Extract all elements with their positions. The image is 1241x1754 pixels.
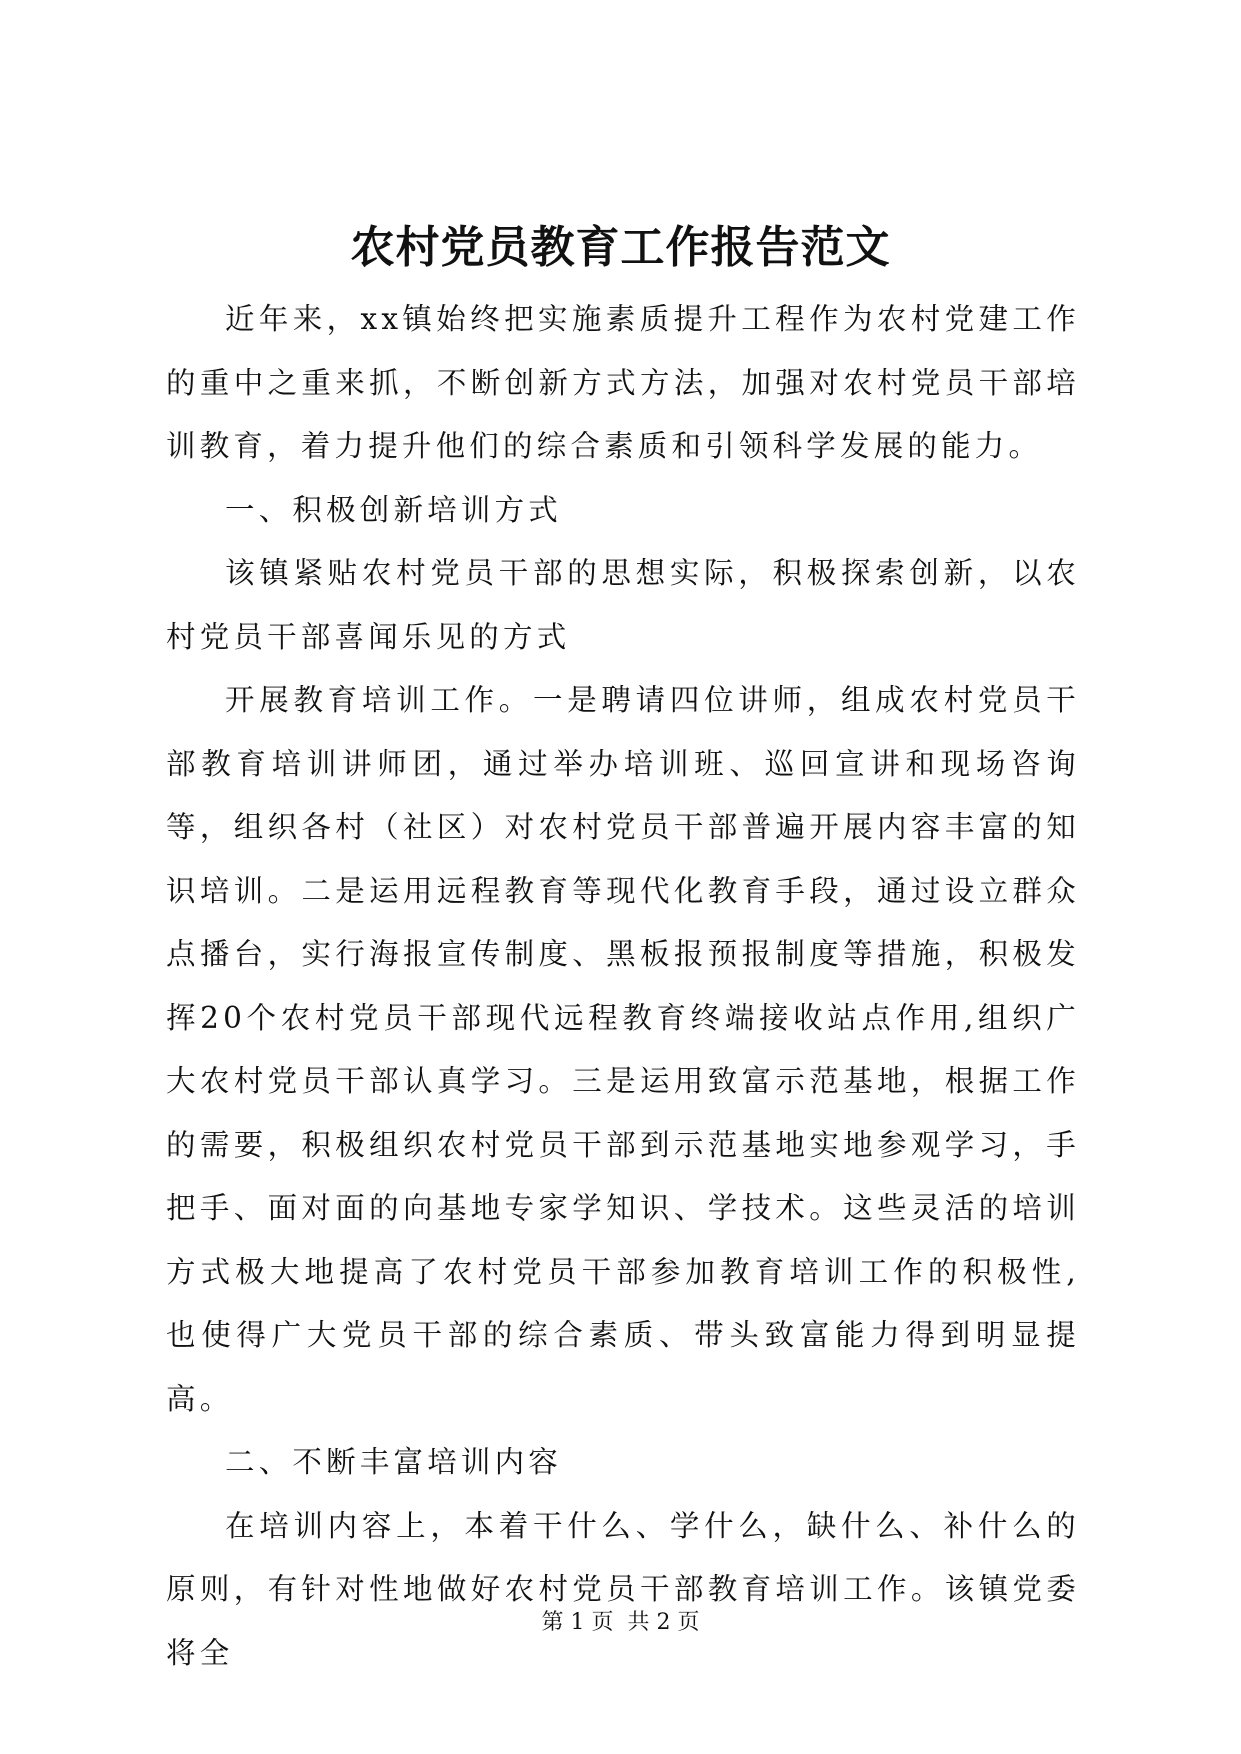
paragraph-section-1-lead: 该镇紧贴农村党员干部的思想实际，积极探索创新，以农村党员干部喜闻乐见的方式 <box>166 556 1080 654</box>
paragraph-intro: 近年来，xx镇始终把实施素质提升工程作为农村党建工作的重中之重来抓，不断创新方式方法，加强对农村党员干部培训教育，着力提升他们的综合素质和引领科学发展的能力。 <box>166 302 1080 463</box>
page-number-footer: 第 1 页 共 2 页 <box>541 1610 700 1635</box>
paragraph-section-1-body: 开展教育培训工作。一是聘请四位讲师，组成农村党员干部教育培训讲师团，通过举办培训班、巡回宣讲和现场咨询等，组织各村（社区）对农村党员干部普遍开展内容丰富的知识培训。二是运用远程教育等现代化教育手段，通过设立群众点播台，实行海报宣传制度、黑板报预报制度等措施，积极发挥20个农村党员干部现代远程教育终端接收站点作用,组织广大农村党员干部认真学习。三是运用致富示范基地，根据工作的需要，积极组织农村党员干部到示范基地实地参观学习，手把手、面对面的向基地专家学知识、学技术。这些灵活的培训方式极大地提高了农村党员干部参加教育培训工作的积极性,也使得广大党员干部的综合素质、带头致富能力得到明显提高。 <box>166 683 1080 1416</box>
document-body <box>166 288 1080 1685</box>
section-heading-1: 一、积极创新培训方式 <box>225 492 563 527</box>
section-heading-2: 二、不断丰富培训内容 <box>225 1445 563 1479</box>
document-title: 农村党员教育工作报告范文 <box>350 222 891 273</box>
paragraph-section-2-body: 在培训内容上，本着干什么、学什么，缺什么、补什么的原则，有针对性地做好农村党员干部教育培训工作。该镇党委将全 <box>166 1508 1080 1670</box>
